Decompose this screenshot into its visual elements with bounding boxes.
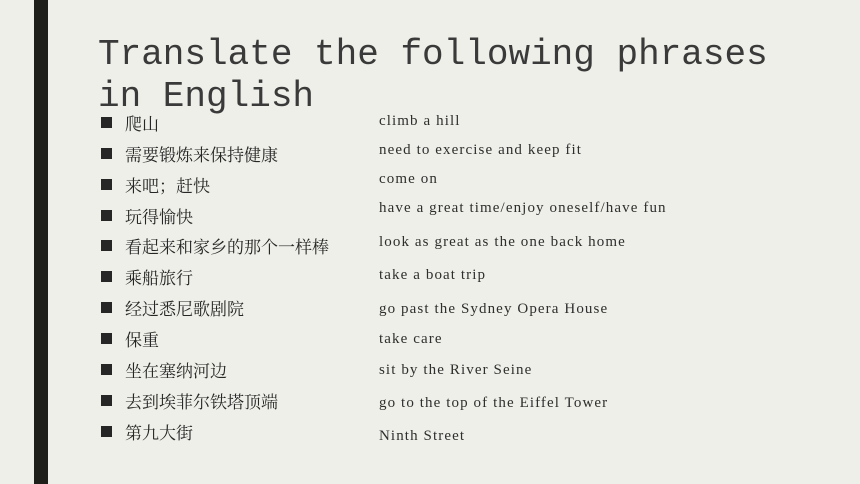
chinese-phrase-text: 坐在塞纳河边	[125, 361, 227, 382]
chinese-phrase-text: 看起来和家乡的那个一样棒	[125, 237, 329, 258]
square-bullet-icon	[101, 210, 112, 221]
english-phrase: go past the Sydney Opera House	[379, 301, 609, 317]
english-phrase: come on	[379, 171, 438, 187]
square-bullet-icon	[101, 426, 112, 437]
chinese-phrase-text: 需要锻炼来保持健康	[125, 145, 278, 166]
chinese-phrase-text: 乘船旅行	[125, 268, 193, 289]
chinese-phrase-item	[101, 295, 244, 319]
chinese-phrase-item	[101, 233, 329, 257]
chinese-phrase-item	[101, 141, 278, 165]
chinese-phrase-text: 第九大街	[125, 423, 193, 444]
chinese-phrase-item	[101, 357, 227, 381]
chinese-phrase-item	[101, 419, 193, 443]
square-bullet-icon	[101, 179, 112, 190]
chinese-phrase-item	[101, 264, 193, 288]
chinese-phrase-item	[101, 326, 159, 350]
chinese-phrase-text: 经过悉尼歌剧院	[125, 299, 244, 320]
slide-title: Translate the following phrases in English	[98, 34, 768, 117]
english-phrase: Ninth Street	[379, 428, 466, 444]
english-phrase: take care	[379, 331, 443, 347]
square-bullet-icon	[101, 240, 112, 251]
chinese-phrase-text: 保重	[125, 330, 159, 351]
square-bullet-icon	[101, 364, 112, 375]
english-phrase: go to the top of the Eiffel Tower	[379, 395, 609, 411]
english-phrase: take a boat trip	[379, 267, 487, 283]
english-phrase: climb a hill	[379, 113, 461, 129]
square-bullet-icon	[101, 395, 112, 406]
english-phrase: need to exercise and keep fit	[379, 142, 583, 158]
chinese-phrase-item	[101, 388, 278, 412]
square-bullet-icon	[101, 148, 112, 159]
chinese-phrase-text: 来吧；赶快	[125, 176, 210, 197]
chinese-phrase-text: 爬山	[125, 114, 159, 135]
english-phrase: look as great as the one back home	[379, 234, 626, 250]
chinese-phrase-text: 玩得愉快	[125, 207, 193, 228]
square-bullet-icon	[101, 302, 112, 313]
chinese-phrase-text: 去到埃菲尔铁塔顶端	[125, 392, 278, 413]
chinese-phrase-item	[101, 110, 159, 134]
square-bullet-icon	[101, 117, 112, 128]
english-phrase: sit by the River Seine	[379, 362, 533, 378]
chinese-phrase-item	[101, 172, 210, 196]
square-bullet-icon	[101, 333, 112, 344]
english-phrase: have a great time/enjoy oneself/have fun	[379, 200, 667, 216]
chinese-phrase-item	[101, 203, 193, 227]
square-bullet-icon	[101, 271, 112, 282]
left-accent-bar	[34, 0, 48, 484]
